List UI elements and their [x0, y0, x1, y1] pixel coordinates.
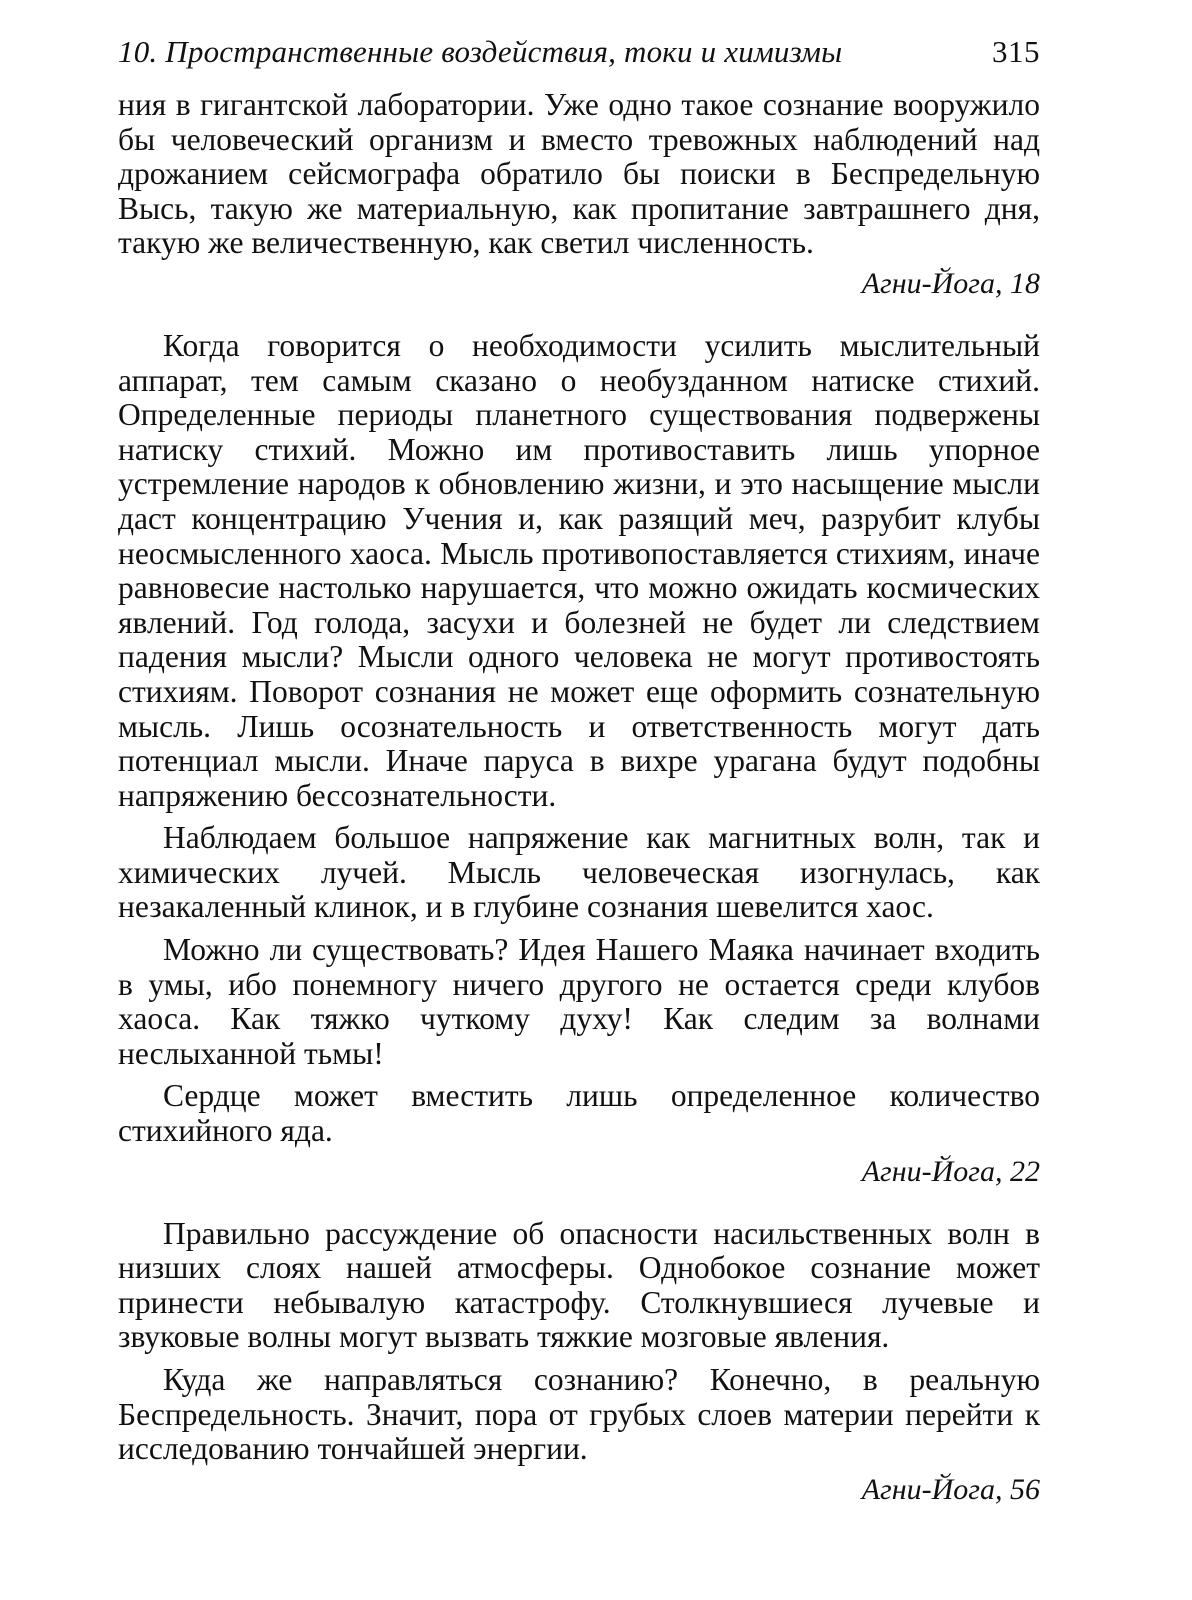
source-reference: Агни-Йога, 18 — [861, 266, 1040, 300]
source-reference: Агни-Йога, 22 — [861, 1154, 1040, 1188]
paragraph: Когда говорится о необходимости усилить мыслительный аппарат, тем самым сказано о необузданном натиске стихий. Определенные периоды планетного существования подвержены натиску стихий. Можно им противоставить лишь упорное устремление народов к обновлению жизни, и это насыщение мысли даст концентрацию Учения и, как разящий меч, разрубит клубы неосмысленного хаоса. Мысль противопоставляется стихиям, иначе равновесие настолько нарушается, что можно ожидать космических явлений. Год голода, засухи и болезней не будет ли следствием падения мысли? Мысли одного человека не могут противостоять стихиям. Поворот сознания не может еще оформить сознательную мысль. Лишь осознательность и ответственность могут дать потенциал мысли. Иначе паруса в вихре урагана будут подобны напряжению бессознательности. — [118, 327, 1040, 813]
running-title: 10. Пространственные воздействия, токи и химизмы — [118, 34, 843, 69]
paragraph-continuation: ния в гигантской лаборатории. Уже одно такое сознание вооружило бы человеческий организм и вместо тревожных наблюдений над дрожанием сейсмографа обратило бы поиски в Беспредельную Высь, такую же материальную, как пропитание завтрашнего дня, такую же величественную, как светил численность. — [118, 87, 1040, 261]
paragraph: Правильно рассуждение об опасности насильственных волн в низших слоях нашей атмосферы. Однобокое сознание может принести небывалую катастрофу. Столкнувшиеся лучевые и звуковые волны могут вызвать тяжкие мозговые явления. — [118, 1215, 1040, 1355]
paragraph: Куда же направляться сознанию? Конечно, в реальную Беспредельность. Значит, пора от грубых слоев материи перейти к исследованию тончайшей энергии. — [118, 1362, 1040, 1467]
paragraph: Наблюдаем большое напряжение как магнитных волн, так и химических лучей. Мысль человеческая изогнулась, как незакаленный клинок, и в глубине сознания шевелится хаос. — [118, 820, 1040, 925]
quote-block-2 — [118, 329, 1040, 1189]
paragraph: Можно ли существовать? Идея Нашего Маяка начинает входить в умы, ибо понемногу ничего другого не остается среди клубов хаоса. Как тяжко чуткому духу! Как следим за волнами неслыханной тьмы! — [118, 932, 1040, 1071]
quote-block-1 — [118, 88, 1040, 301]
quote-block-3 — [118, 1217, 1040, 1507]
book-page — [118, 32, 1040, 1507]
page-number: 315 — [992, 34, 1040, 69]
source-reference: Агни-Йога, 56 — [861, 1472, 1040, 1506]
paragraph: Сердце может вместить лишь определенное количество стихийного яда. — [118, 1078, 1040, 1149]
running-head — [118, 32, 1040, 72]
